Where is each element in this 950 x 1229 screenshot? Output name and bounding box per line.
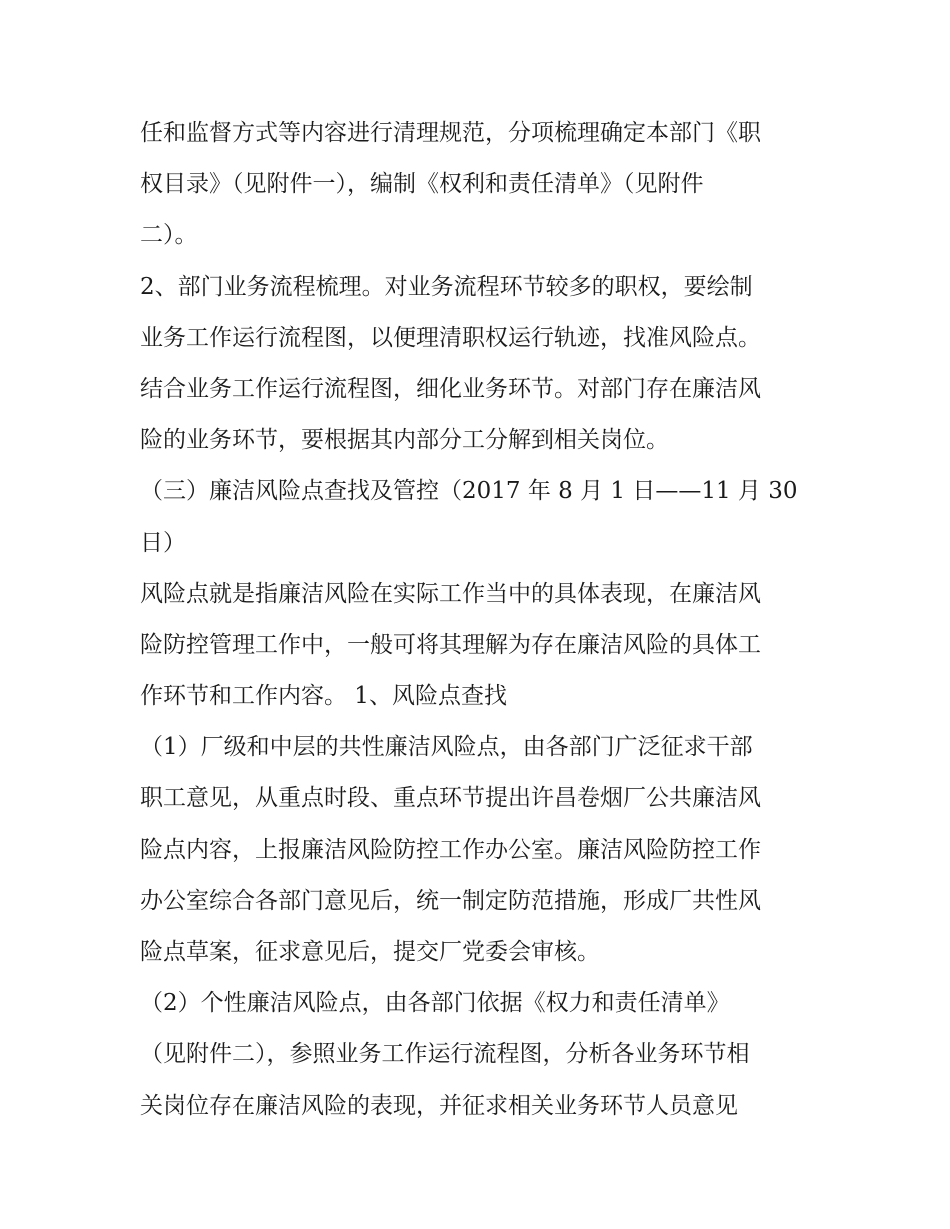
text-line: 险点内容，上报廉洁风险防控工作办公室。廉洁风险防控工作 [140,836,761,863]
text-line: 结合业务工作运行流程图，细化业务环节。对部门存在廉洁风 [140,375,761,402]
text-line: 业务工作运行流程图，以便理清职权运行轨迹，找准风险点。 [140,324,761,351]
text-line: 险点草案，征求意见后，提交厂党委会审核。 [140,939,600,965]
text-line: （2）个性廉洁风险点，由各部门依据《权力和责任清单》 [140,990,730,1017]
text-line: （见附件二），参照业务工作运行流程图，分析各业务环节相 [140,1041,750,1068]
text-line: 风险点就是指廉洁风险在实际工作当中的具体表现，在廉洁风 [140,580,761,607]
text-line: 2、部门业务流程梳理。对业务流程环节较多的职权，要绘制 [140,273,753,300]
text-line: 办公室综合各部门意见后，统一制定防范措施，形成厂共性风 [140,887,761,914]
text-line: 作环节和工作内容。 1、风险点查找 [140,683,507,710]
text-line: 险防控管理工作中，一般可将其理解为存在廉洁风险的具体工 [140,631,761,658]
text-line: 职工意见，从重点时段、重点环节提出许昌卷烟厂公共廉洁风 [140,785,761,812]
section-heading: （三）廉洁风险点查找及管控（2017 年 8 月 1 日——11 月 30 [140,478,798,505]
text-line: 任和监督方式等内容进行清理规范，分项梳理确定本部门《职 [140,120,761,146]
text-line: 险的业务环节，要根据其内部分工分解到相关岗位。 [140,427,669,454]
text-line: 二）。 [140,222,198,249]
text-line: （1）厂级和中层的共性廉洁风险点，由各部门广泛征求干部 [140,734,753,761]
text-line: 关岗位存在廉洁风险的表现，并征求相关业务环节人员意见 [140,1092,738,1119]
section-heading-cont: 日） [140,529,186,556]
body-text [140,108,820,1132]
text-line: 权目录》（见附件一），编制《权利和责任清单》（见附件 [140,171,704,198]
